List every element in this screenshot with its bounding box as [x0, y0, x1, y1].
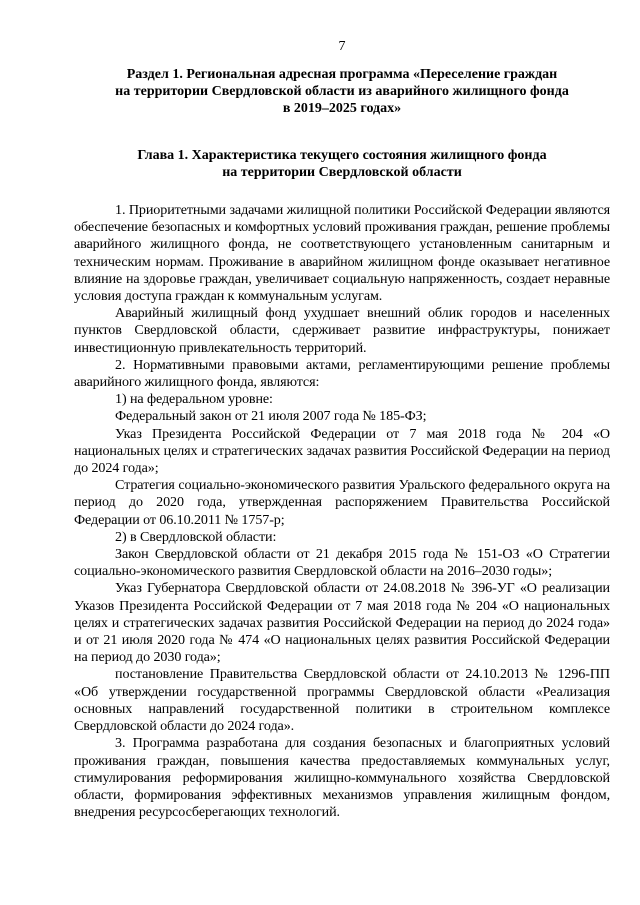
- paragraph-federal-law: Федеральный закон от 21 июля 2007 года № 185-ФЗ;: [115, 408, 427, 425]
- body-text: [74, 202, 610, 821]
- paragraph-legal-acts: 2. Нормативными правовыми актами, регламентирующими решение проблемы аварийного жилищного фонда, являются:: [74, 356, 610, 391]
- page-number: 7: [338, 39, 346, 54]
- paragraph-regional-level: 2) в Свердловской области:: [115, 528, 277, 545]
- section-title: [74, 66, 610, 117]
- paragraph-ural-strategy: Стратегия социально-экономического развития Уральского федерального округа на период до 2020 года, утвержденная распоряжением Правительства Российской Федерации от 06.10.2011 № 1757-р;: [74, 477, 610, 528]
- chapter-title-line: на территории Свердловской области: [222, 165, 462, 180]
- paragraph-program-purpose: 3. Программа разработана для создания безопасных и благоприятных условий проживания граждан, повышения качества предоставляемых коммунальных услуг, стимулирования реформирования жилищно-коммунального хозяйства Свердловской области, формирования эффективных механизмов управления жилищным фондом, внедрения ресурсосберегающих технологий.: [74, 735, 610, 821]
- paragraph-presidential-decree: Указ Президента Российской Федерации от 7 мая 2018 года № 204 «О национальных целях и стратегических задачах развития Российской Федерации на период до 2024 года»;: [74, 425, 610, 477]
- paragraph-regional-law: Закон Свердловской области от 21 декабря 2015 года № 151-ОЗ «О Стратегии социально-экономического развития Свердловской области на 2016–2030 годы»;: [74, 546, 610, 580]
- paragraph-governor-decree: Указ Губернатора Свердловской области от 24.08.2018 № 396-УГ «О реализации Указов Президента Российской Федерации от 7 мая 2018 года № 204 «О национальных целях и стратегических задачах развития Российской Федерации на период до 2024 года» и от 21 июля 2020 года № 474 «О национальных целях развития Российской Федерации на период до 2030 года»;: [74, 580, 610, 666]
- paragraph-priority-tasks: 1. Приоритетными задачами жилищной политики Российской Федерации являются обеспечение безопасных и комфортных условий проживания граждан, решение проблемы аварийного жилищного фонда, не соответствующего установленным санитарным и техническим нормам. Проживание в аварийном жилищном фонде оказывает негативное влияние на здоровье граждан, увеличивает социальную напряженность, создает неравные условия доступа граждан к коммунальным услугам.: [74, 202, 610, 305]
- section-title-line: на территории Свердловской области из аварийного жилищного фонда: [115, 84, 569, 99]
- paragraph-emergency-fund: Аварийный жилищный фонд ухудшает внешний облик городов и населенных пунктов Свердловской области, сдерживает развитие инфраструктуры, понижает инвестиционную привлекательность территорий.: [74, 305, 610, 356]
- paragraph-government-resolution: постановление Правительства Свердловской области от 24.10.2013 № 1296-ПП «Об утверждении государственной программы Свердловской области «Реализация основных направлений государственной политики в строительном комплексе Свердловской области до 2024 года».: [74, 666, 610, 735]
- chapter-title: [74, 147, 610, 181]
- section-title-line: в 2019–2025 годах»: [282, 101, 402, 116]
- paragraph-federal-level: 1) на федеральном уровне:: [115, 391, 273, 408]
- chapter-title-line: Глава 1. Характеристика текущего состояния жилищного фонда: [137, 148, 547, 163]
- section-title-line: Раздел 1. Региональная адресная программа «Переселение граждан: [126, 67, 558, 82]
